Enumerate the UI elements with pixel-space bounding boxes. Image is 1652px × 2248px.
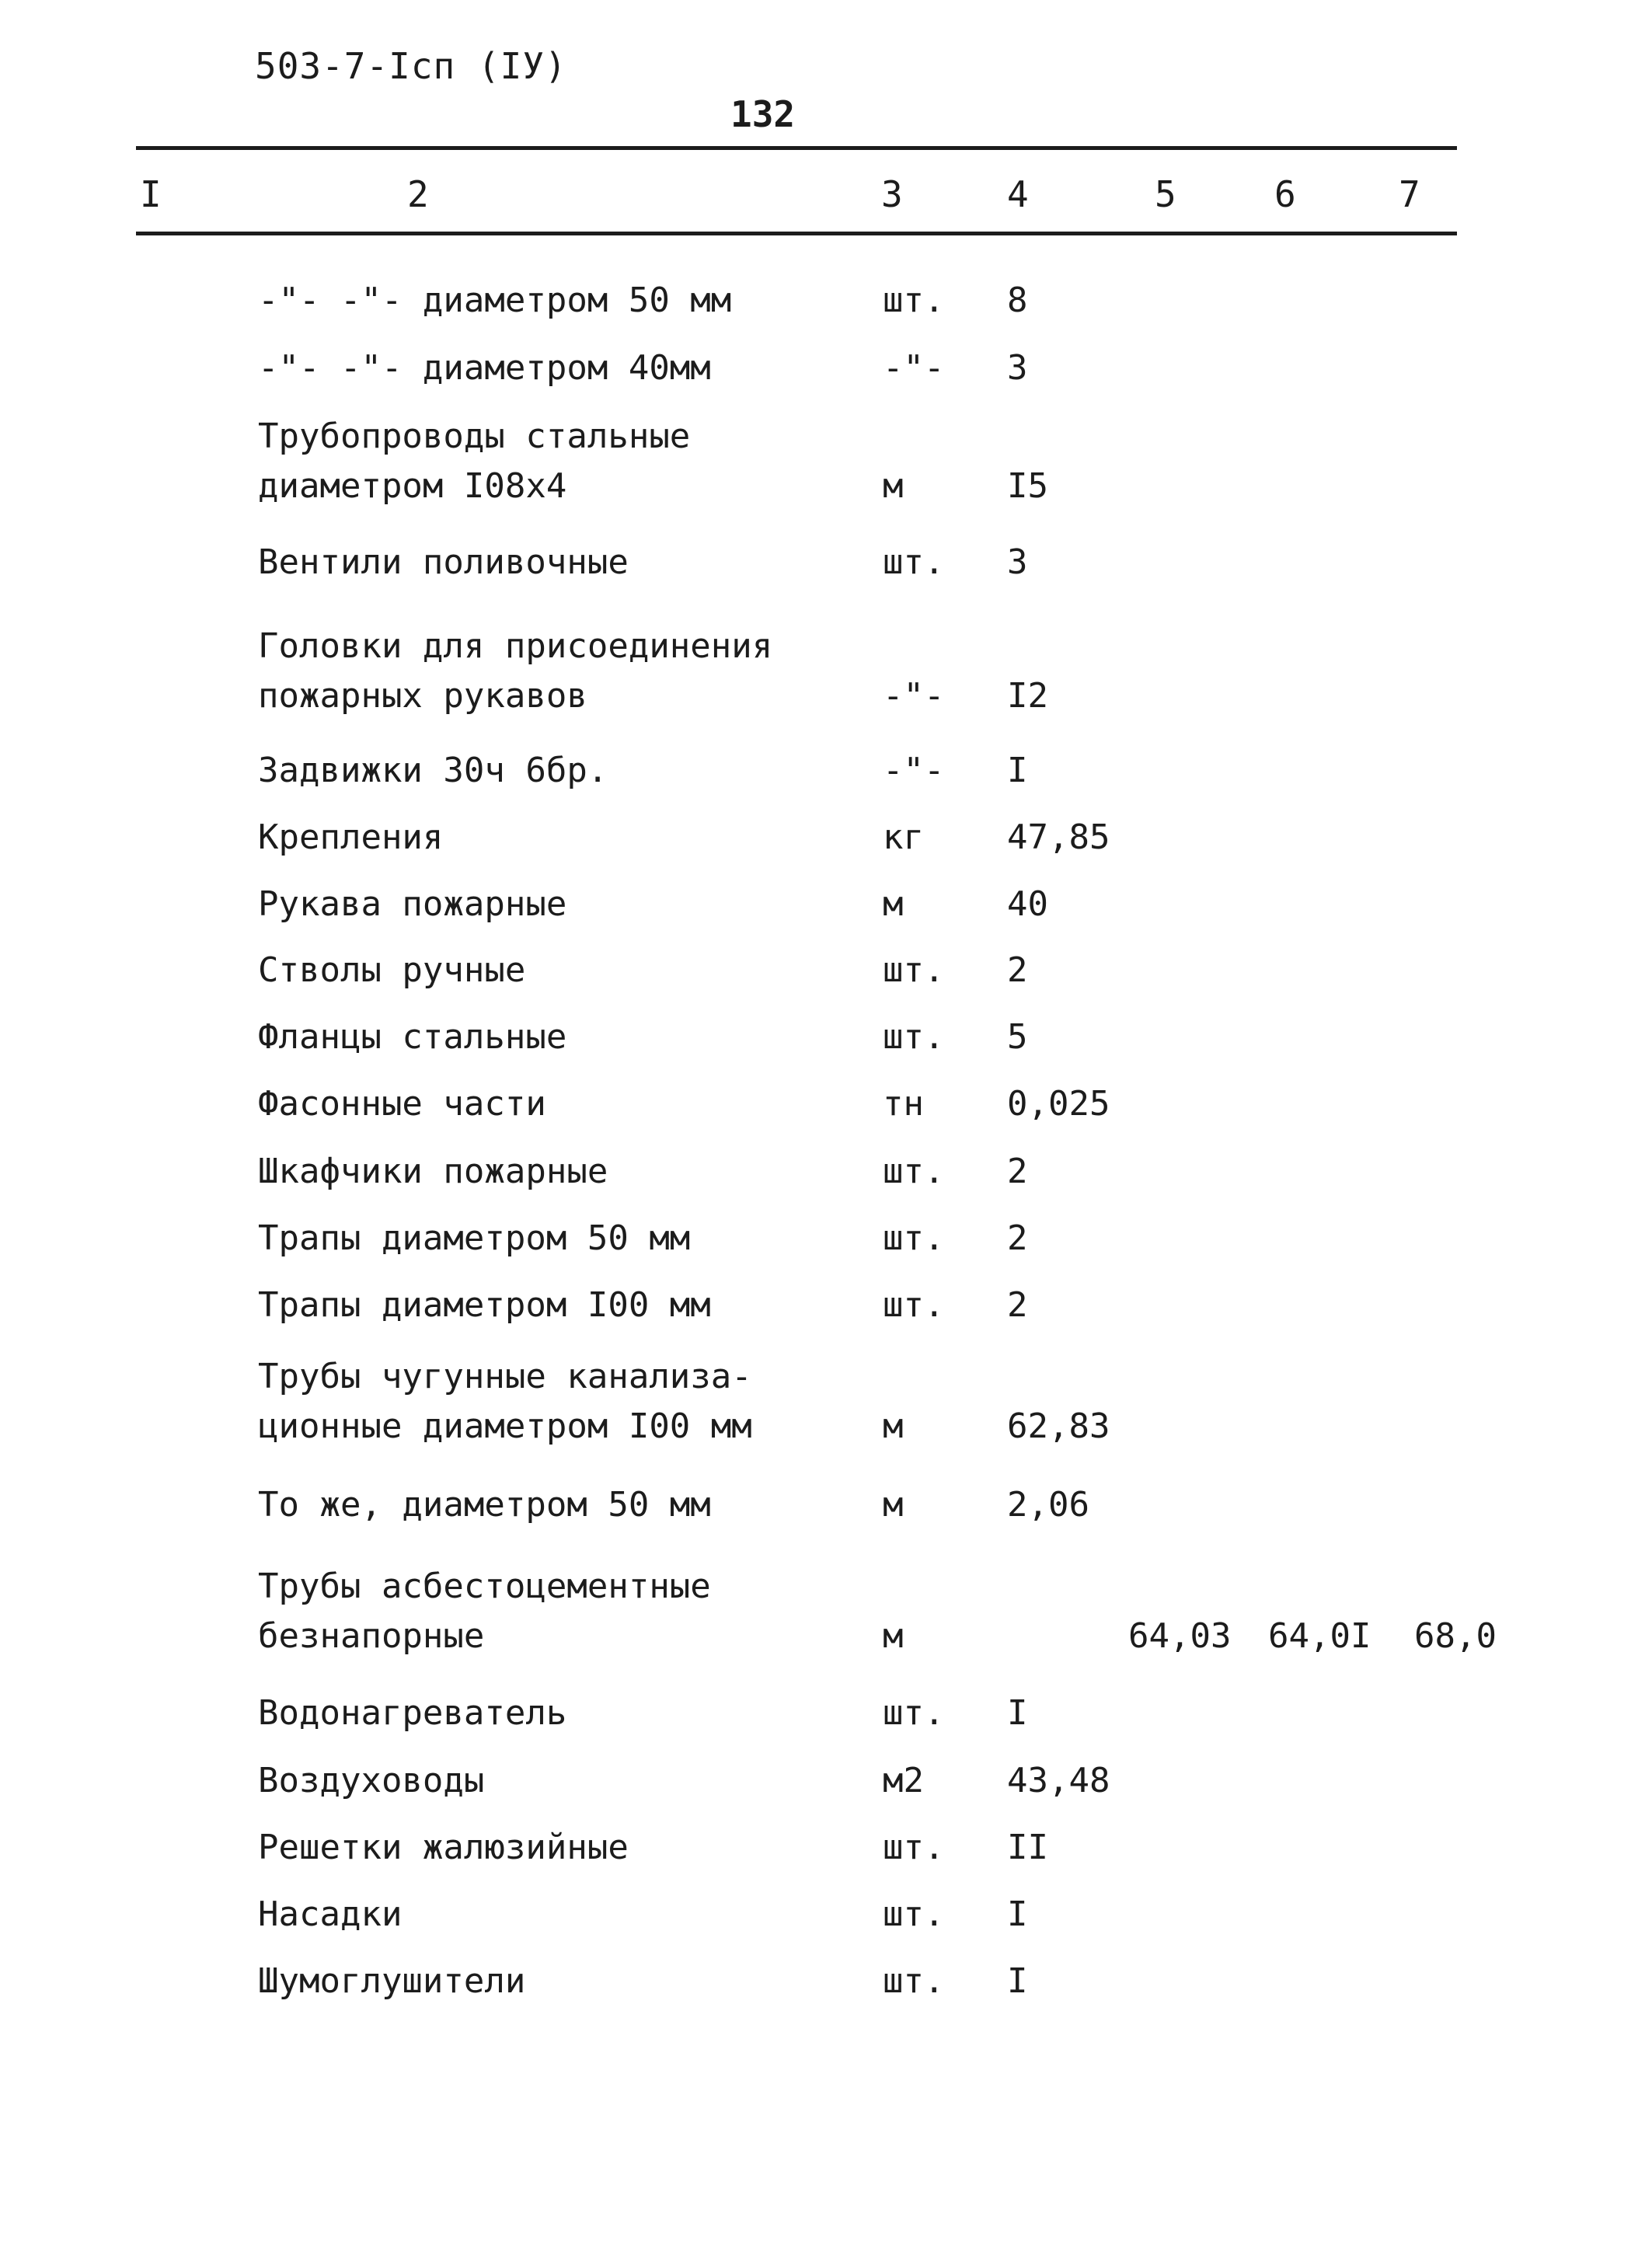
item-name: Трапы диаметром 50 мм	[258, 1218, 691, 1258]
item-quantity: 2	[1007, 1218, 1028, 1258]
item-quantity: 2,06	[1007, 1485, 1089, 1525]
column-header-5: 5	[1155, 173, 1176, 215]
item-quantity: I	[1007, 751, 1028, 790]
item-quantity: 8	[1007, 281, 1028, 320]
item-quantity: 62,83	[1007, 1406, 1110, 1446]
item-unit: кг	[883, 817, 924, 857]
column-header-2: 2	[407, 173, 429, 215]
item-unit: м	[883, 1616, 904, 1656]
item-col6: 64,0I	[1268, 1616, 1371, 1656]
item-unit: шт.	[883, 950, 945, 990]
item-quantity: 2	[1007, 950, 1028, 990]
item-name: Шкафчики пожарные	[258, 1152, 608, 1191]
item-name: Шумоглушители	[258, 1961, 526, 2001]
item-unit: шт.	[883, 1285, 945, 1325]
item-name: Стволы ручные	[258, 950, 526, 990]
item-unit: м	[883, 1485, 904, 1525]
item-quantity: I2	[1007, 676, 1048, 716]
item-col5: 64,03	[1128, 1616, 1232, 1656]
item-unit: шт.	[883, 1218, 945, 1258]
item-col7: 68,0	[1414, 1616, 1497, 1656]
item-unit: -"-	[883, 348, 945, 388]
item-unit: шт.	[883, 542, 945, 582]
item-name: -"- -"- диаметром 40мм	[258, 348, 711, 388]
item-name: Рукава пожарные	[258, 884, 567, 924]
column-header-1: I	[140, 173, 162, 215]
item-quantity: 0,025	[1007, 1084, 1110, 1124]
item-unit: шт.	[883, 1693, 945, 1733]
item-name: Вентили поливочные	[258, 542, 629, 582]
item-quantity: 3	[1007, 348, 1028, 388]
item-unit: м2	[883, 1761, 924, 1800]
item-name: Фасонные части	[258, 1084, 546, 1124]
item-name: Трубопроводы стальные диаметром I08x4	[258, 416, 691, 506]
item-quantity: II	[1007, 1828, 1048, 1867]
item-unit: -"-	[883, 751, 945, 790]
column-header-3: 3	[881, 173, 903, 215]
item-quantity: 2	[1007, 1152, 1028, 1191]
item-quantity: I	[1007, 1894, 1028, 1934]
item-unit: -"-	[883, 676, 945, 716]
item-name: Головки для присоединения пожарных рукавов	[258, 626, 773, 716]
item-name: Водонагреватель	[258, 1693, 567, 1733]
page-number: 132	[730, 93, 796, 135]
item-unit: тн	[883, 1084, 924, 1124]
item-quantity: 5	[1007, 1017, 1028, 1057]
item-unit: шт.	[883, 1017, 945, 1057]
item-quantity: I5	[1007, 466, 1048, 506]
column-header-6: 6	[1274, 173, 1296, 215]
item-name: Трубы чугунные канализа- ционные диаметром I00 мм	[258, 1357, 752, 1446]
item-unit: шт.	[883, 281, 945, 320]
item-quantity: 40	[1007, 884, 1048, 924]
item-name: Трапы диаметром I00 мм	[258, 1285, 711, 1325]
item-quantity: 43,48	[1007, 1761, 1110, 1800]
item-name: Крепления	[258, 817, 444, 857]
item-unit: шт.	[883, 1894, 945, 1934]
item-quantity: 3	[1007, 542, 1028, 582]
item-name: -"- -"- диаметром 50 мм	[258, 281, 732, 320]
column-header-7: 7	[1399, 173, 1420, 215]
item-unit: шт.	[883, 1961, 945, 2001]
item-unit: м	[883, 884, 904, 924]
item-quantity: 47,85	[1007, 817, 1110, 857]
item-name: Воздуховоды	[258, 1761, 485, 1800]
item-quantity: I	[1007, 1961, 1028, 2001]
item-name: Трубы асбестоцементные безнапорные	[258, 1567, 711, 1656]
item-unit: м	[883, 466, 904, 506]
item-name: Насадки	[258, 1894, 403, 1934]
item-unit: шт.	[883, 1152, 945, 1191]
item-quantity: 2	[1007, 1285, 1028, 1325]
document-code: 503-7-Iсп (IУ)	[255, 45, 567, 87]
item-unit: м	[883, 1406, 904, 1446]
item-quantity: I	[1007, 1693, 1028, 1733]
item-name: Фланцы стальные	[258, 1017, 567, 1057]
item-name: Решетки жалюзийные	[258, 1828, 629, 1867]
column-header-4: 4	[1007, 173, 1029, 215]
item-name: Задвижки 30ч 6бр.	[258, 751, 608, 790]
item-unit: шт.	[883, 1828, 945, 1867]
item-name: То же, диаметром 50 мм	[258, 1485, 711, 1525]
